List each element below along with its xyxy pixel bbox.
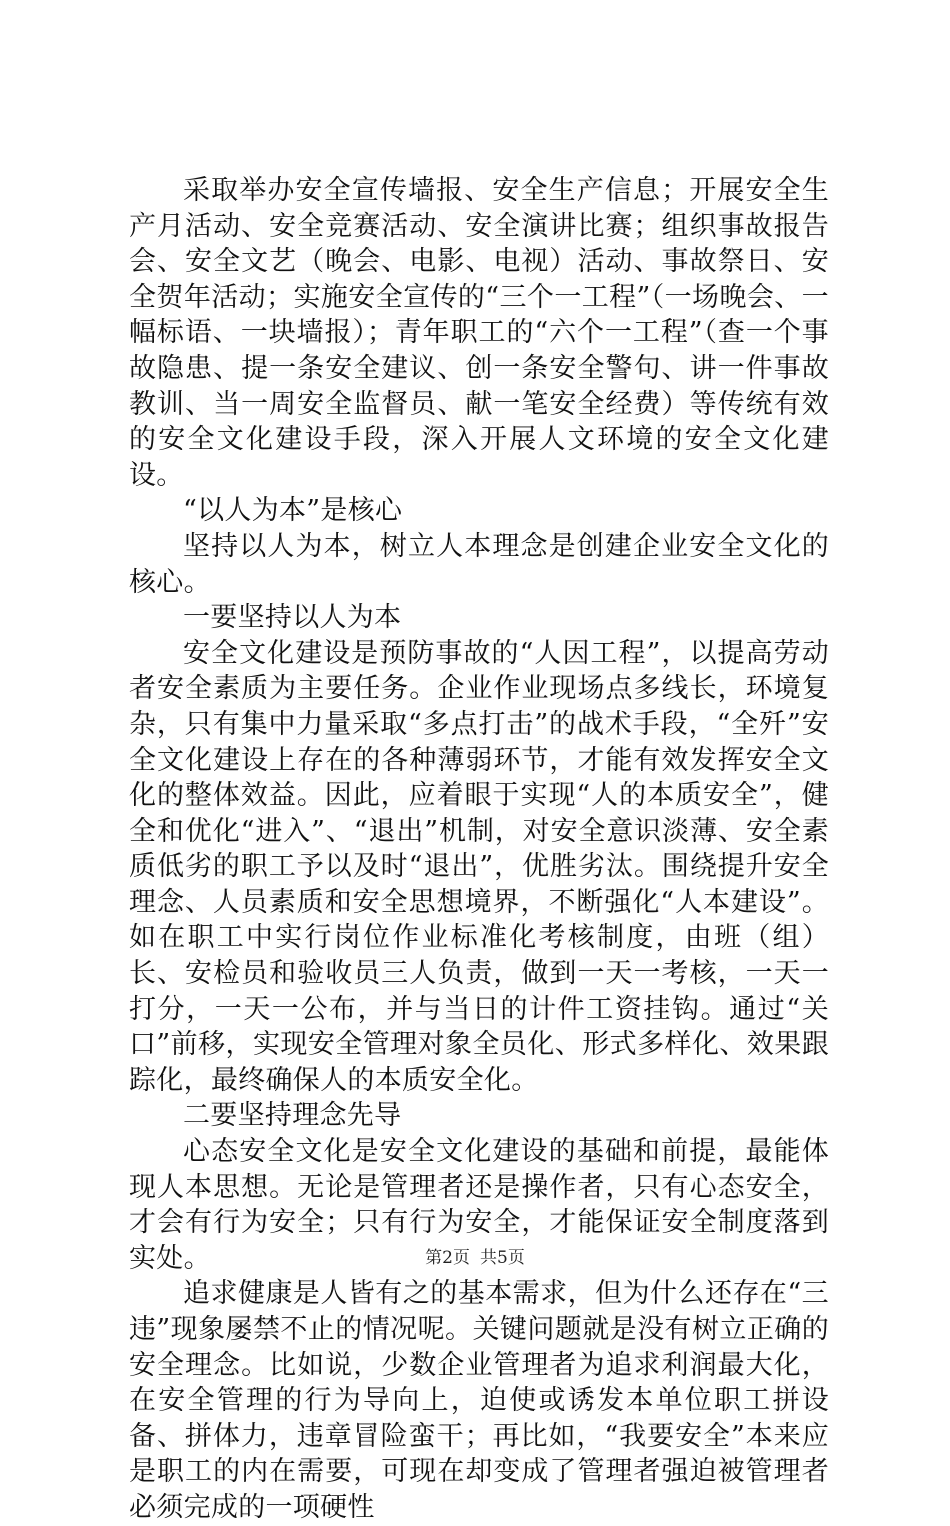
paragraph-mindset-safety: 心态安全文化是安全文化建设的基础和前提，最能体现人本思想。无论是管理者还是操作者，只有心态安全，才会有行为安全；只有行为安全，才能保证安全制度落到实处。 — [129, 1136, 829, 1274]
page-number: 第2页 — [425, 1248, 470, 1268]
heading-second-principle: 二要坚持理念先导 — [183, 1100, 402, 1132]
heading-people-oriented-core: “以人为本”是核心 — [183, 495, 403, 527]
paragraph-safety-propaganda: 采取举办安全宣传墙报、安全生产信息；开展安全生产月活动、安全竞赛活动、安全演讲比赛；组织事故报告会、安全文艺（晚会、电影、电视）活动、事故祭日、安全贺年活动；实施安全宣传的“三个一工程”（一场晚会、一幅标语、一块墙报）；青年职工的“六个一工程”（查一个事故隐患、提一条安全建议、创一条安全警句、讲一件事故教训、当一周安全监督员、献一笔安全经费）等传统有效的安全文化建设手段，深入开展人文环境的安全文化建设。 — [129, 175, 829, 491]
paragraph-human-factor-engineering: 安全文化建设是预防事故的“人因工程”，以提高劳动者安全素质为主要任务。企业作业现场点多线长，环境复杂，只有集中力量采取“多点打击”的战术手段，“全歼”安全文化建设上存在的各种薄弱环节，才能有效发挥安全文化的整体效益。因此，应着眼于实现“人的本质安全”，健全和优化“进入”、“退出”机制，对安全意识淡薄、安全素质低劣的职工予以及时“退出”，优胜劣汰。围绕提升安全理念、人员素质和安全思想境界，不断强化“人本建设”。如在职工中实行岗位作业标准化考核制度，由班（组）长、安检员和验收员三人负责，做到一天一考核，一天一打分，一天一公布，并与当日的计件工资挂钩。通过“关口”前移，实现安全管理对象全员化、形式多样化、效果跟踪化，最终确保人的本质安全化。 — [129, 637, 829, 1096]
page-footer — [0, 1247, 950, 1269]
paragraph-health-needs: 追求健康是人皆有之的基本需求，但为什么还存在“三违”现象屡禁不止的情况呢。关键问题就是没有树立正确的安全理念。比如说，少数企业管理者为追求利润最大化，在安全管理的行为导向上，迫使或诱发本单位职工拼设备、拼体力，违章冒险蛮干；再比如，“我要安全”本来应是职工的内在需要，可现在却变成了管理者强迫被管理者必须完成的一项硬性 — [129, 1278, 829, 1523]
document-body — [129, 173, 829, 1526]
page-total: 共5页 — [480, 1248, 525, 1268]
heading-first-principle: 一要坚持以人为本 — [183, 602, 402, 634]
paragraph-core-statement: 坚持以人为本，树立人本理念是创建企业安全文化的核心。 — [129, 530, 829, 598]
